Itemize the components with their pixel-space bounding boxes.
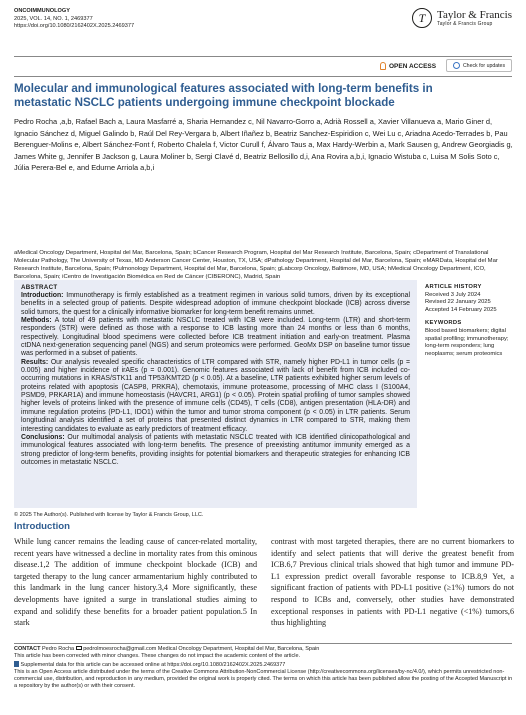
- supplemental-line: [14, 661, 514, 669]
- abstract-conclusions: Our multimodal analysis of patients with metastatic NSCLC treated with ICB identified clinicopathological and immunological features associated with long-term benefits. The presence of preexisting antitumor immunity emerged as a strong predictor of long-term benefits, providing insights for potential biomarkers and therapeutic strategies for enhancing ICB outcomes in metastatic NSCLC.: [21, 433, 410, 466]
- header-divider: [14, 56, 512, 57]
- article-title: Molecular and immunological features associated with long-term benefits in metastatic NSCLC patients undergoing immune checkpoint blockade: [14, 82, 433, 109]
- supplemental-text[interactable]: Supplemental data for this article can be accessed online at https://doi.org/10.1080/2162402X.2025.2469377: [20, 661, 286, 668]
- journal-volume: 2025, VOL. 14, NO. 1, 2469377: [14, 15, 93, 22]
- publisher-mark-icon: T: [412, 8, 432, 28]
- accepted-date: Accepted 14 February 2025: [425, 306, 497, 313]
- publisher-name: Taylor & Francis: [437, 8, 512, 21]
- intro-column-right: contrast with most targeted therapies, there are no current biomarkers to identify and select patients that will derive the greatest benefit from ICB.6,7 Previous clinical trials showed that high tumor and immune PD-L1 expression predict overall favorable response to ICB.8,9 Yet, a significant fraction of patients with PD-L1 positive (≥1%) tumors do not respond to ICBs and, conversely, other studies have demonstrated exceptional responses in patients with PD-L1 negative (<1%) tumors,6 thus highlighting: [271, 537, 514, 628]
- abstract-methods-label: Methods:: [21, 317, 52, 325]
- journal-header: [14, 8, 134, 31]
- keywords-heading: KEYWORDS: [425, 320, 462, 327]
- contact-name: Pedro Rocha: [42, 646, 75, 652]
- revised-date: Revised 22 January 2025: [425, 299, 491, 306]
- journal-name: ONCOIMMUNOLOGY: [14, 8, 70, 14]
- abstract-methods: A total of 49 patients with metastatic NSCLC treated with ICB were included. Long-term (LTR) and short-term responders (STR) were defined as those with a response to ICB lasting more than 24 months or less than 6 months, respectively. Longitudinal blood specimens were collected before ICB treatment initiation and early-on treatment. Plasma ctDNA next-generation sequencing panel (NGS) and serum proteomics were performed. GeoMx DSP on baseline tumor tissue was performed in a subset of patients.: [21, 317, 410, 358]
- crossmark-icon: [453, 62, 460, 69]
- contact-address: Medical Oncology Department, Hospital del Mar, Barcelona, Spain: [157, 646, 320, 652]
- correction-note: This article has been corrected with minor changes. These changes do not impact the academic content of the article.: [14, 653, 301, 660]
- abstract-results-label: Results:: [21, 358, 49, 366]
- journal-doi[interactable]: https://doi.org/10.1080/2162402X.2025.2469377: [14, 23, 135, 30]
- author-list: [14, 116, 514, 174]
- email-icon: [76, 646, 82, 650]
- footer-divider: [14, 643, 512, 644]
- contact-label: CONTACT: [14, 646, 41, 652]
- author-names: Pedro Rocha ,a,b, Rafael Bach a, Laura Masfarré a, Sharia Hernandez c, Nil Navarro-Gorro a, Adrià Rossell a, Xavier Villanueva a, Mario Giner d, Ignacio Sánchez d, Miguel Galindo b, Raúl Del Rey-Vergara b, Albert Iñañez b, Beatriz Sanchez-Espiridion c, Wei Lu c, Ariadna Acedo-Terrades b, Pau Berenguer-Molins e, Albert Sánchez-Font f, Roberto Chalela f, Victor Curull f, Álvaro Taus a, Max Hardy-Werbin a, Mark Sausen g, Andrew Georgiadis g, James White g, Jennifer B Jackson g, Laura Moliner b, Sergi Clavé d, Beatriz Bellosillo d,i, Ana Rovira a,b,i, Ignacio Wistuba c, Luisa M Solis Soto c, Júlia Perera-Bel e, and Edurne Arriola a,b,i: [14, 117, 513, 173]
- abstract-conclusions-label: Conclusions:: [21, 433, 65, 441]
- affiliations: aMedical Oncology Department, Hospital del Mar, Barcelona, Spain; bCancer Research Program, Hospital del Mar Research Institute, Barcelona, Spain; cDepartment of Translational Molecular Pathology, The University of Texas, MD Anderson Cancer Center, Houston, TX, USA; dPathology Department, Hospital del Mar, Barcelona, Spain; eMARData, Hospital del Mar Research Institute, Barcelona, Spain; fPulmonology Department, Hospital del Mar, Barcelona, Spain; gLabcorp Oncology, Baltimore, MD, USA; hMedical Oncology Department, ICO, Barcelona, Spain; iCentro de Investigación Biomédica en Red de Cáncer (CIBERONC), Madrid, Spain: [14, 250, 498, 280]
- supplemental-icon: [14, 661, 19, 667]
- footer-notes: [14, 646, 514, 691]
- open-access-label: OPEN ACCESS: [389, 62, 437, 70]
- title-divider: [14, 76, 512, 77]
- copyright-line: © 2025 The Author(s). Published with license by Taylor & Francis Group, LLC.: [14, 512, 204, 518]
- check-updates-button[interactable]: [446, 59, 512, 72]
- abstract-intro: Immunotherapy is firmly established as a treatment regimen in various solid tumors, driven by its exceptional benefits in a selected group of patients. Despite widespread adoption of immune checkpoint blockade (ICB) across diverse solid tumors, the quest for a clinically informative biomarker for long-term benefit remains unmet.: [21, 292, 410, 316]
- abstract-heading: ABSTRACT: [21, 284, 58, 291]
- keywords-text: Blood based biomarkers; digital spatial profiling; immunotherapy; long-term responders; lung neoplasms; serum proteomics: [425, 327, 509, 357]
- publisher-logo: [412, 8, 512, 28]
- abstract-results: Our analysis revealed specific characteristics of LTR compared with STR, namely higher PD-L1 in tumor cells (p = 0.005) and higher incidence of irAEs (p = 0.001). Genomic features associated with lack of benefit from ICB included co-occurring mutations in KRAS/STK11 and TP53/KMT2D (p < 0.05). At a baseline, LTR patients exhibited higher serum levels of proteins related with apoptosis (CASP8, PRKRA), chemotaxis, immune proteasome, processing of MHC class I (S100A4, PSMD9, PRKAR1A) and immune homeostasis (HAVCR1, ARG1) (p < 0.05). Protein spatial profiling of tumor samples showed higher levels of proteins linked with the presence of immune cells (CD45), T cells (CD8), antigen presentation (HLA-DR) and immune regulation proteins (PD-L1, IDO1) within the tumor and tumor stroma component (p < 0.05) in LTR patients. Serum longitudinal analysis identified a set of proteins that presented distinct dynamics in LTR compared to STR, making them interesting candidates to evaluate as early predictors of treatment efficacy.: [21, 358, 410, 433]
- contact-line: [14, 646, 514, 653]
- article-history-heading: ARTICLE HISTORY: [425, 284, 482, 290]
- open-access-badge: [380, 62, 436, 70]
- open-lock-icon: [380, 62, 386, 70]
- check-updates-label: Check for updates: [462, 62, 506, 69]
- contact-email[interactable]: pedrolmoesrocha@gmail.com: [83, 646, 157, 652]
- introduction-heading: Introduction: [14, 521, 70, 532]
- abstract-text: [21, 292, 410, 467]
- abstract-intro-label: Introduction:: [21, 292, 64, 299]
- license-text: This is an Open Access article distributed under the terms of the Creative Commons Attribution-NonCommercial License (http://creativecommons.org/licenses/by-nc/4.0/), which permits unrestricted non-commercial use, distribution, and reproduction in any medium, provided the original work is properly cited. The terms on which this article has been published allow the posting of the Accepted Manuscript in a repository by the author(s) or with their consent.: [14, 668, 513, 690]
- received-date: Received 3 July 2024: [425, 291, 481, 298]
- publisher-sub: Taylor & Francis Group: [437, 20, 493, 27]
- intro-column-left: While lung cancer remains the leading cause of cancer-related mortality, recent years have witnessed a decline in mortality rates from this ominous disease.1,2 The addition of immune checkpoint blockade (ICB) and targeted therapy to the lung cancer armamentarium highly contributed to this landmark in the lung cancer history.3,4 More significantly, these developments have ignited a surge in translational studies aiming to expand and solidify these benefits for a broader patient population.5 In stark: [14, 537, 257, 628]
- article-sidebar: [425, 284, 515, 358]
- abstract-box: [14, 280, 417, 508]
